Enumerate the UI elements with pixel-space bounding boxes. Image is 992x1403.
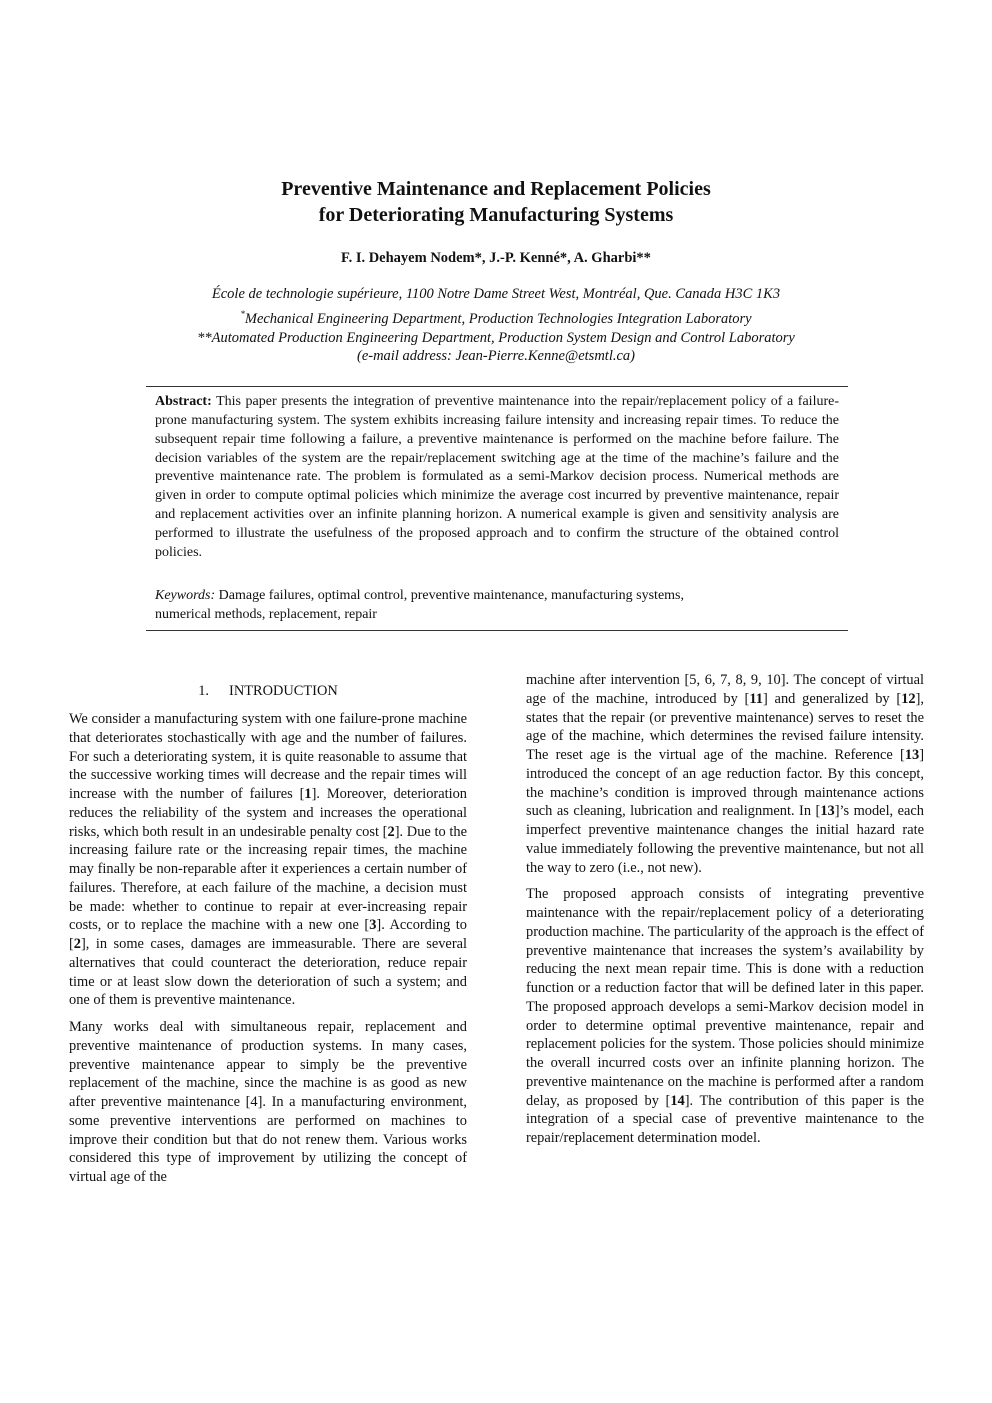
keywords [155, 586, 839, 624]
section-number: 1. [198, 683, 210, 699]
citation: 2 [73, 936, 81, 952]
affiliation-line-3: **Automated Production Engineering Department, Production System Design and Control Laboratory [197, 329, 795, 346]
title-line-2: for Deteriorating Manufacturing Systems [318, 204, 674, 226]
title-line-1: Preventive Maintenance and Replacement Policies [281, 178, 711, 200]
intro-paragraph-4: The proposed approach consists of integrating preventive maintenance with the repair/replacement policy of a deteriorating production machine. The particularity of the approach is the effect of preventive maintenance that increases the system’s availability by reducing the next mean repair time. This is done with a reduction function or a reduction factor that will be defined later in this paper. The proposed approach develops a semi-Markov decision model in order to determine optimal preventive maintenance, repair and replacement policies for the system. Those policies should minimize the overall incurred costs over an infinite planning horizon. The preventive maintenance on the machine is performed after a random delay, as proposed by [14]. The contribution of this paper is the integration of a special case of preventive maintenance to the repair/replacement determination model. [526, 886, 924, 1146]
citation: 1 [304, 786, 312, 802]
affiliation-mark: * [240, 308, 245, 319]
keywords-label: Keywords: [155, 588, 216, 603]
citation: 11 [749, 690, 763, 707]
paper-title [0, 176, 992, 228]
author-list: F. I. Dehayem Nodem*, J.-P. Kenné*, A. Gharbi** [341, 250, 651, 266]
abstract-top-rule [146, 386, 848, 387]
left-column [69, 682, 467, 1195]
affiliations [0, 285, 992, 348]
section-heading [69, 682, 467, 701]
affiliation-line-1: École de technologie supérieure, 1100 Notre Dame Street West, Montréal, Que. Canada H3C 1K3 [211, 286, 781, 302]
intro-paragraph-3: machine after intervention [5, 6, 7, 8, 9, 10]. The concept of virtual age of the machine, introduced by [11] and generalized by [12], states that the repair (or preventive maintenance) serves to reset the age of the machine, which determines the revised failure intensity. The reset age is the virtual age of the machine. Reference [13] introduced the concept of an age reduction factor. By this concept, the machine’s condition is improved through maintenance actions such as cleaning, lubrication and realignment. In [13]’s model, each imperfect preventive maintenance changes the initial hazard rate value immediately following the preventive maintenance, but not all the way to zero (i.e., not new). [526, 672, 924, 876]
intro-paragraph-2: Many works deal with simultaneous repair, replacement and preventive maintenance of production systems. In many cases, preventive maintenance appear to simply be the preventive replacement of the machine, since the machine is as good as new after preventive maintenance [4]. In a manufacturing environment, some preventive interventions are performed on machines to improve their condition but that do not renew them. Various works considered this type of improvement by utilizing the concept of virtual age of the [69, 1019, 467, 1185]
affiliation-line-2: *Mechanical Engineering Department, Production Technologies Integration Laboratory [240, 308, 752, 327]
keywords-line-1: Damage failures, optimal control, preventive maintenance, manufacturing systems, [215, 588, 684, 603]
abstract-text: This paper presents the integration of preventive maintenance into the repair/replacement policy of a failure-prone manufacturing system. The system exhibits increasing failure intensity and increasing repair times. To reduce the subsequent repair time following a failure, a preventive maintenance is performed on the machine before failure. The decision variables of the system are the repair/replacement switching age at the time of the machine’s failure and the preventive maintenance rate. The problem is formulated as a semi-Markov decision process. Numerical methods are given in order to compute optimal policies which minimize the average cost incurred by preventive maintenance, repair and replacement activities over an infinite planning horizon. A numerical example is given and sensitivity analysis are performed to illustrate the usefulness of the proposed approach and to confirm the structure of the obtained control policies. [155, 394, 839, 560]
abstract [155, 393, 839, 563]
citation: 13 [904, 747, 920, 763]
abstract-label: Abstract: [155, 394, 212, 409]
right-column [526, 671, 924, 1156]
keywords-line-2: numerical methods, replacement, repair [155, 607, 377, 622]
citation: 13 [820, 803, 835, 820]
section-title: INTRODUCTION [229, 683, 338, 699]
citation: 14 [670, 1092, 685, 1109]
citation: 3 [369, 917, 377, 934]
citation: 2 [387, 823, 395, 840]
contact-email: (e-mail address: Jean-Pierre.Kenne@etsmtl.ca) [356, 348, 635, 364]
abstract-bottom-rule [146, 630, 848, 631]
citation: 12 [901, 690, 916, 707]
intro-paragraph-1: We consider a manufacturing system with one failure-prone machine that deteriorates stochastically with age and the number of failures. For such a deteriorating system, it is quite reasonable to assume that the successive working times will decrease and the repair times will increase with the number of failures [1]. Moreover, deterioration reduces the reliability of the system and increases the operational risks, which both result in an undesirable penalty cost [2]. Due to the increasing failure rate or the increasing repair times, the machine may finally be non-reparable after it experiences a certain number of failures. Therefore, at each failure of the machine, a decision must be made: whether to continue to repair at ever-increasing repair costs, or to replace the machine with a new one [3]. According to [2], in some cases, damages are immeasurable. There are several alternatives that could counteract the deterioration, reduce repair time or at least slow down the deterioration of such a system; and one of them is preventive maintenance. [69, 711, 468, 1009]
